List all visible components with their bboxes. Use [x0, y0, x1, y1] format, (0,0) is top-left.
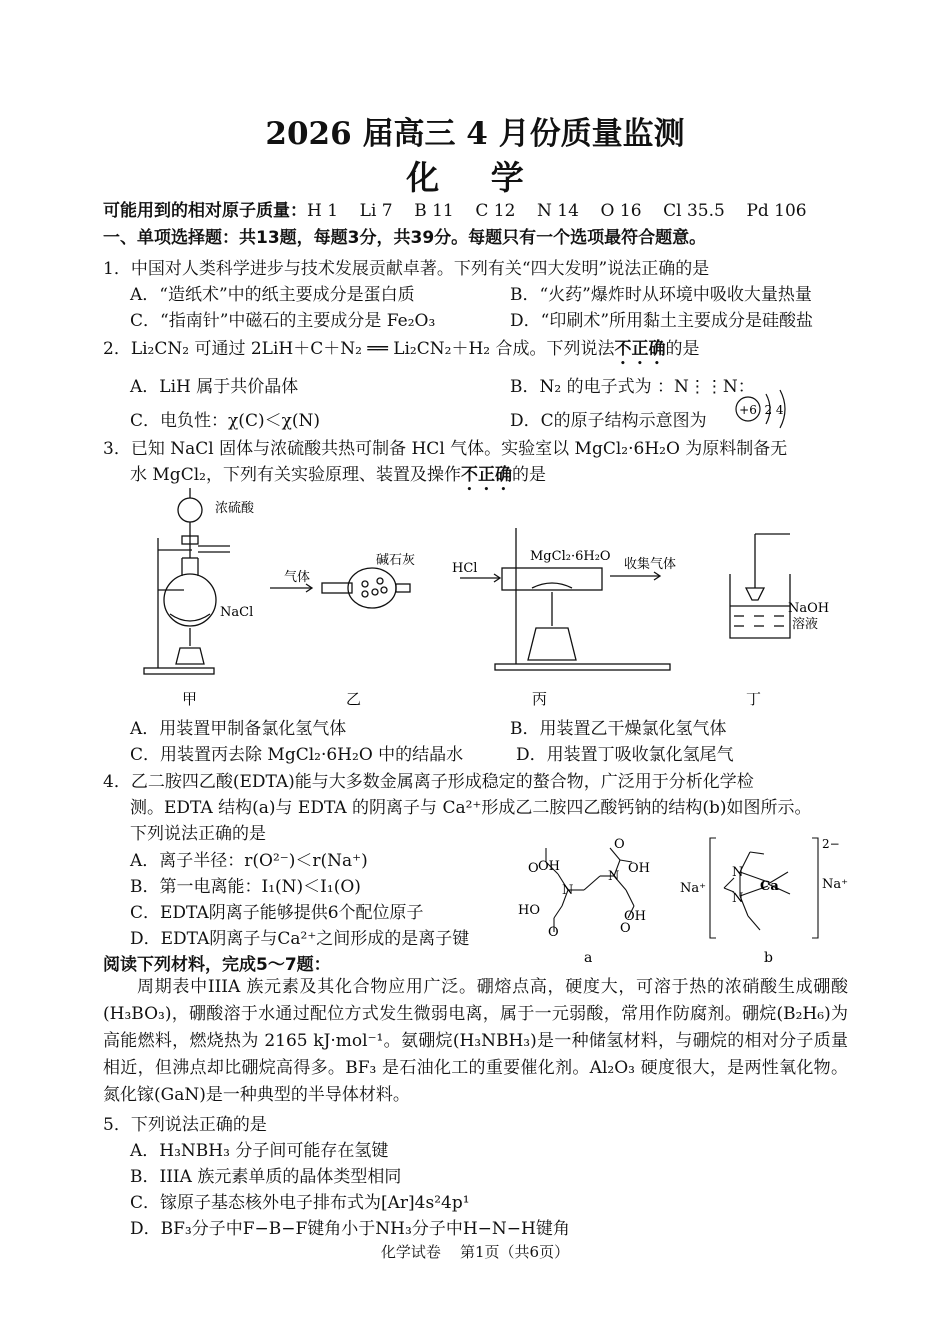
atomic-masses-values: H 1 Li 7 B 11 C 12 N 14 O 16 Cl 35.5 Pd 106 [307, 201, 807, 221]
apparatus-ding [730, 534, 790, 638]
label-collect-gas: 收集气体 [624, 557, 677, 572]
q1-stem: 1．中国对人类科学进步与技术发展贡献卓著。下列有关“四大发明”说法正确的是 [103, 259, 710, 279]
q1-option-a: A．“造纸术”中的纸主要成分是蛋白质 [130, 285, 415, 305]
q3-option-a: A．用装置甲制备氯化氢气体 [130, 719, 347, 739]
q2-stem-suffix: 的是 [665, 339, 700, 359]
q4-option-c: C．EDTA阴离子能够提供6个配位原子 [130, 903, 424, 923]
reading-paragraph: 周期表中IIIA 族元素及其化合物应用广泛。硼熔点高，硬度大，可溶于热的浓硝酸生成硼酸(H₃BO₃)，硼酸溶于水通过配位方式发生微弱电离，属于一元弱酸，常用作防腐剂。硼烷(B₂H₆)为高能燃料，燃烧热为 2165 kJ·mol⁻¹。氨硼烷(H₃NBH₃)是一种储氢材料，与硼烷的相对分子质量相近，但沸点却比硼烷高得多。BF₃ 是石油化工的重要催化剂。Al₂O₃ 硬度很大，是两性氧化物。氮化镓(GaN)是一种典型的半导体材料。 [103, 977, 848, 1105]
label-nacl: NaCl [220, 605, 254, 620]
q4-stem-line1: 4．乙二胺四乙酸(EDTA)能与大多数金属离子形成稳定的螯合物，广泛用于分析化学检 [103, 772, 754, 792]
q2-stem [103, 334, 700, 369]
label-solution: 溶液 [792, 617, 819, 632]
atom-o-2: O [614, 837, 625, 852]
structure-label-b: b [764, 950, 773, 966]
subject-title: 化 学 [406, 158, 544, 197]
q5-option-b: B．IIIA 族元素单质的晶体类型相同 [130, 1167, 402, 1187]
q4-option-d: D．EDTA阴离子与Ca²⁺之间形成的是离子键 [130, 929, 470, 949]
calcium-center: Ca [760, 879, 779, 894]
atom-oh-3: OH [624, 909, 646, 924]
label-naoh: NaOH [788, 601, 830, 616]
label-conc-acid: 浓硫酸 [215, 501, 255, 516]
q5-option-a: A．H₃NBH₃ 分子间可能存在氢键 [130, 1141, 389, 1161]
q2-stem-prefix: 2．Li₂CN₂ 可通过 2LiH＋C＋N₂ ══ Li₂CN₂＋H₂ 合成。下列说法 [103, 339, 615, 359]
q3-option-b: B．用装置乙干燥氯化氢气体 [510, 719, 727, 739]
q2-option-c: C．电负性：χ(C)＜χ(N) [130, 411, 321, 431]
label-gas: 气体 [284, 570, 311, 585]
q4-stem-line2: 测。EDTA 结构(a)与 EDTA 的阴离子与 Ca²⁺形成乙二胺四乙酸钙钠的结构(b)如图所示。 [130, 798, 812, 818]
q2-option-b: B．N₂ 的电子式为 ：N⋮⋮N： [510, 377, 755, 397]
q3-apparatus-figure [140, 488, 850, 710]
label-soda-lime: 碱石灰 [376, 553, 416, 568]
electron-shells: 2 4 [764, 403, 784, 417]
q5-option-d: D．BF₃分子中F−B−F键角小于NH₃分子中H−N−H键角 [130, 1219, 570, 1239]
atom-ho: HO [518, 903, 540, 918]
reading-heading: 阅读下列材料，完成5～7题： [103, 955, 331, 975]
q5-stem: 5．下列说法正确的是 [103, 1115, 267, 1135]
label-mgcl2: MgCl₂·6H₂O [530, 549, 611, 564]
q3-option-d: D．用装置丁吸收氯化氢尾气 [516, 745, 734, 765]
exam-title: 2026 届高三 4 月份质量监测 [265, 116, 685, 152]
q3-stem-suffix: 的是 [511, 465, 546, 485]
anion-charge: 2− [822, 837, 840, 851]
atom-oh-2: OH [628, 861, 650, 876]
atom-n-2: N [608, 869, 620, 884]
edta-structure-figure [510, 832, 850, 966]
sodium-ion-right: Na⁺ [822, 877, 848, 892]
sodium-ion-left: Na⁺ [680, 881, 706, 896]
atomic-masses-label: 可能用到的相对原子质量： [103, 201, 307, 221]
atom-n-b1: N [732, 865, 744, 880]
q3-stem-line1: 3．已知 NaCl 固体与浓硫酸共热可制备 HCl 气体。实验室以 MgCl₂·6H₂O 为原料制备无 [103, 439, 788, 459]
structure-label-a: a [584, 950, 593, 966]
atom-oh-1: OH [538, 859, 560, 874]
atom-o: O [528, 861, 539, 876]
q4-stem-line3: 下列说法正确的是 [130, 824, 266, 844]
label-ding: 丁 [746, 690, 762, 708]
q2-option-a: A．LiH 属于共价晶体 [130, 377, 299, 397]
atom-n-1: N [562, 883, 574, 898]
q3-stem-prefix: 水 MgCl₂，下列有关实验原理、装置及操作 [130, 465, 461, 485]
page-footer: 化学试卷 第1页（共6页） [380, 1243, 570, 1261]
q3-option-c: C．用装置丙去除 MgCl₂·6H₂O 中的结晶水 [130, 745, 464, 765]
q4-option-b: B．第一电离能：I₁(N)＜I₁(O) [130, 877, 361, 897]
label-jia: 甲 [182, 690, 198, 708]
label-yi: 乙 [346, 690, 362, 708]
carbon-atom-structure-diagram [732, 384, 802, 434]
q2-stem-emphasis: 不正确 [614, 339, 666, 359]
label-bing: 丙 [532, 690, 548, 708]
nucleus-charge: +6 [739, 403, 757, 417]
q3-stem-emphasis: 不正确 [460, 465, 512, 485]
q4-option-a: A．离子半径：r(O²⁻)＜r(Na⁺) [130, 851, 368, 871]
atom-o-3: O [548, 925, 559, 940]
q5-option-c: C．镓原子基态核外电子排布式为[Ar]4s²4p¹ [130, 1193, 470, 1213]
section-heading: 一、单项选择题：共13题，每题3分，共39分。每题只有一个选项最符合题意。 [103, 228, 707, 248]
q1-option-d: D．“印刷术”所用黏土主要成分是硅酸盐 [510, 311, 814, 331]
q1-option-b: B．“火药”爆炸时从环境中吸收大量热量 [510, 285, 812, 305]
atom-o-4: O [620, 921, 631, 936]
atom-n-b2: N [732, 891, 744, 906]
q2-option-d: D．C的原子结构示意图为 [510, 411, 707, 431]
q1-option-c: C．“指南针”中磁石的主要成分是 Fe₂O₃ [130, 311, 436, 331]
atomic-masses [103, 196, 807, 221]
label-hcl: HCl [452, 561, 478, 576]
